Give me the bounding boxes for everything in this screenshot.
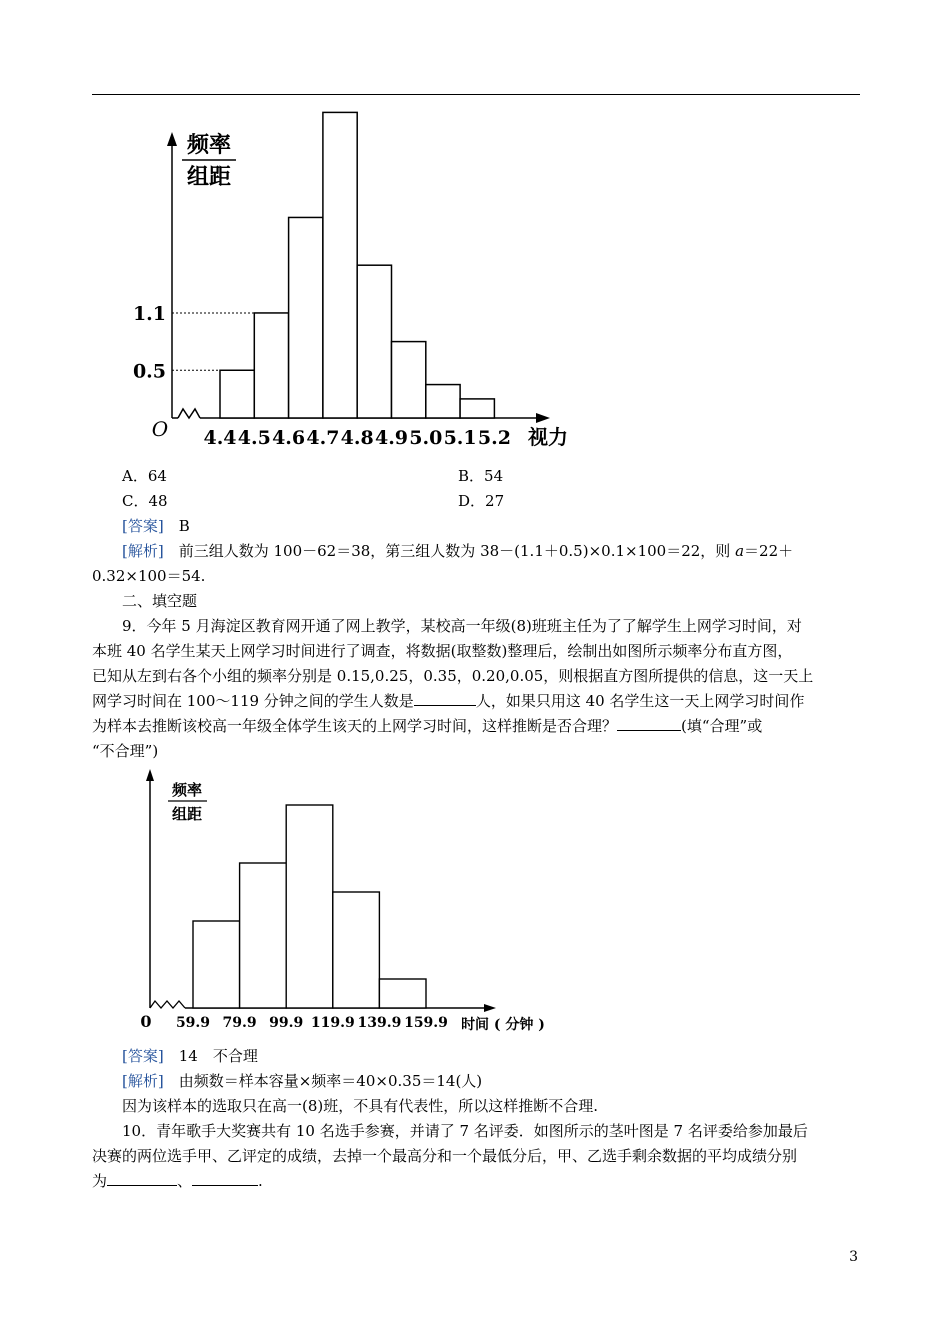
x-tick-label: 5.1 [443, 427, 477, 449]
histogram-bar [392, 342, 426, 418]
answer-value: B [178, 517, 190, 535]
histogram-bar [254, 313, 288, 418]
header-rule [92, 94, 860, 95]
origin-label: O [151, 417, 169, 441]
y-label-bottom: 组距 [186, 164, 232, 190]
answer-8 [122, 515, 190, 537]
analysis-9 [122, 1070, 482, 1092]
reason-9: 因为该样本的选取只在高一(8)班，不具有代表性，所以这样推断不合理. [122, 1097, 599, 1115]
x-tick-label: 4.6 [272, 427, 306, 449]
answer-blank [192, 1171, 258, 1186]
analysis-8 [122, 540, 793, 562]
x-axis-label: 视力 [528, 425, 568, 449]
q9-line-3: 已知从左到右各个小组的频率分别是 0.15,0.25，0.35，0.20,0.05，则根据直方图所提供的信息，这一天上 [92, 667, 814, 685]
option-d: D．27 [458, 492, 505, 510]
q9-line-1: 9．今年 5 月海淀区教育网开通了网上教学，某校高一年级(8)班班主任为了了解学生上网学习时间，对 [122, 617, 802, 635]
analysis-tag: [解析] [122, 1072, 164, 1090]
y-label-top: 频率 [186, 132, 232, 158]
y-axis-arrow [146, 769, 154, 781]
analysis-tag: [解析] [122, 542, 164, 560]
answer-blank [107, 1171, 177, 1186]
analysis-text-b: ＝22＋ [744, 542, 794, 560]
q10-line-3 [92, 1170, 263, 1192]
answer-blank [617, 716, 681, 731]
x-axis-arrow [484, 1004, 496, 1012]
answer-tag: [答案] [122, 1047, 164, 1065]
answer-value: 14 不合理 [178, 1047, 258, 1065]
analysis-text: 前三组人数为 100－62＝38，第三组人数为 38－(1.1＋0.5)×0.1×100＝22，则 [178, 542, 731, 560]
q10-text: . [258, 1172, 263, 1190]
histogram-bar [460, 399, 494, 418]
x-tick-label: 4.9 [374, 427, 409, 449]
y-axis-arrow [167, 132, 177, 146]
axis-break [178, 409, 200, 418]
x-tick-label: 5.2 [477, 427, 511, 449]
q10-line-1: 10．青年歌手大奖赛共有 10 名选手参赛，并请了 7 名评委．如图所示的茎叶图是 7 名评委给参加最后 [122, 1122, 808, 1140]
variable-a: a [735, 542, 745, 560]
option-a: A．64 [122, 467, 167, 485]
q9-text: 人，如果只用这 40 名学生这一天上网学习时间作 [475, 692, 805, 710]
q9-line-6: “不合理”) [92, 742, 159, 760]
x-axis-label: 时间 ( 分钟 ) [461, 1017, 545, 1033]
y-tick-label: 0.5 [132, 360, 166, 383]
section-heading: 二、填空题 [122, 592, 198, 610]
analysis-8-cont: 0.32×100＝54. [92, 567, 206, 585]
q9-line-5 [92, 715, 762, 737]
option-c: C．48 [122, 492, 168, 510]
x-tick-label: 5.0 [409, 427, 443, 449]
q9-text: 网学习时间在 100～119 分钟之间的学生人数是 [92, 692, 414, 710]
time-histogram [0, 765, 950, 1045]
answer-9 [122, 1045, 258, 1067]
y-label-top: 频率 [171, 781, 203, 799]
y-label-bottom: 组距 [171, 805, 203, 823]
q10-line-2: 决赛的两位选手甲、乙评定的成绩，去掉一个最高分和一个最低分后，甲、乙选手剩余数据的平均成绩分别 [92, 1147, 798, 1165]
y-tick-label: 1.1 [132, 302, 166, 325]
q9-text: 为样本去推断该校高一年级全体学生该天的上网学习时间，这样推断是否合理？ [92, 717, 618, 735]
axis-break [150, 1001, 185, 1008]
x-tick-label: 139.9 [357, 1015, 402, 1031]
q9-line-2: 本班 40 名学生某天上网学习时间进行了调查，将数据(取整数)整理后，绘制出如图所示频率分布直方图， [92, 642, 793, 660]
page-number: 3 [849, 1249, 858, 1265]
q9-line-4 [92, 690, 804, 712]
analysis-text: 由频数＝样本容量×频率＝40×0.35＝14(人) [178, 1072, 483, 1090]
q9-text: (填“合理”或 [681, 717, 763, 735]
histogram-bar [289, 217, 323, 418]
x-tick-label: 119.9 [310, 1015, 355, 1031]
x-axis-arrow [536, 413, 550, 423]
option-b: B．54 [458, 467, 504, 485]
x-tick-label: 79.9 [222, 1015, 257, 1031]
histogram-bar [220, 370, 254, 418]
answer-blank [414, 691, 476, 706]
histogram-bar [357, 265, 391, 418]
histogram-bar [333, 892, 380, 1008]
answer-tag: [答案] [122, 517, 164, 535]
histogram-bar [379, 979, 426, 1008]
origin-label: 0 [140, 1012, 152, 1031]
x-tick-label: 4.5 [237, 427, 271, 449]
histogram-bar [323, 112, 357, 418]
x-tick-label: 99.9 [269, 1015, 304, 1031]
histogram-bar [193, 921, 240, 1008]
x-tick-label: 59.9 [175, 1015, 211, 1031]
q10-text: 、 [177, 1172, 193, 1190]
histogram-bar [286, 805, 333, 1008]
q10-text: 为 [92, 1172, 108, 1190]
x-tick-label: 4.4 [203, 427, 237, 449]
x-tick-label: 4.8 [340, 427, 374, 449]
histogram-bar [426, 385, 460, 418]
x-tick-label: 4.7 [306, 427, 340, 449]
histogram-bar [240, 863, 287, 1008]
x-tick-label: 159.9 [404, 1015, 448, 1031]
